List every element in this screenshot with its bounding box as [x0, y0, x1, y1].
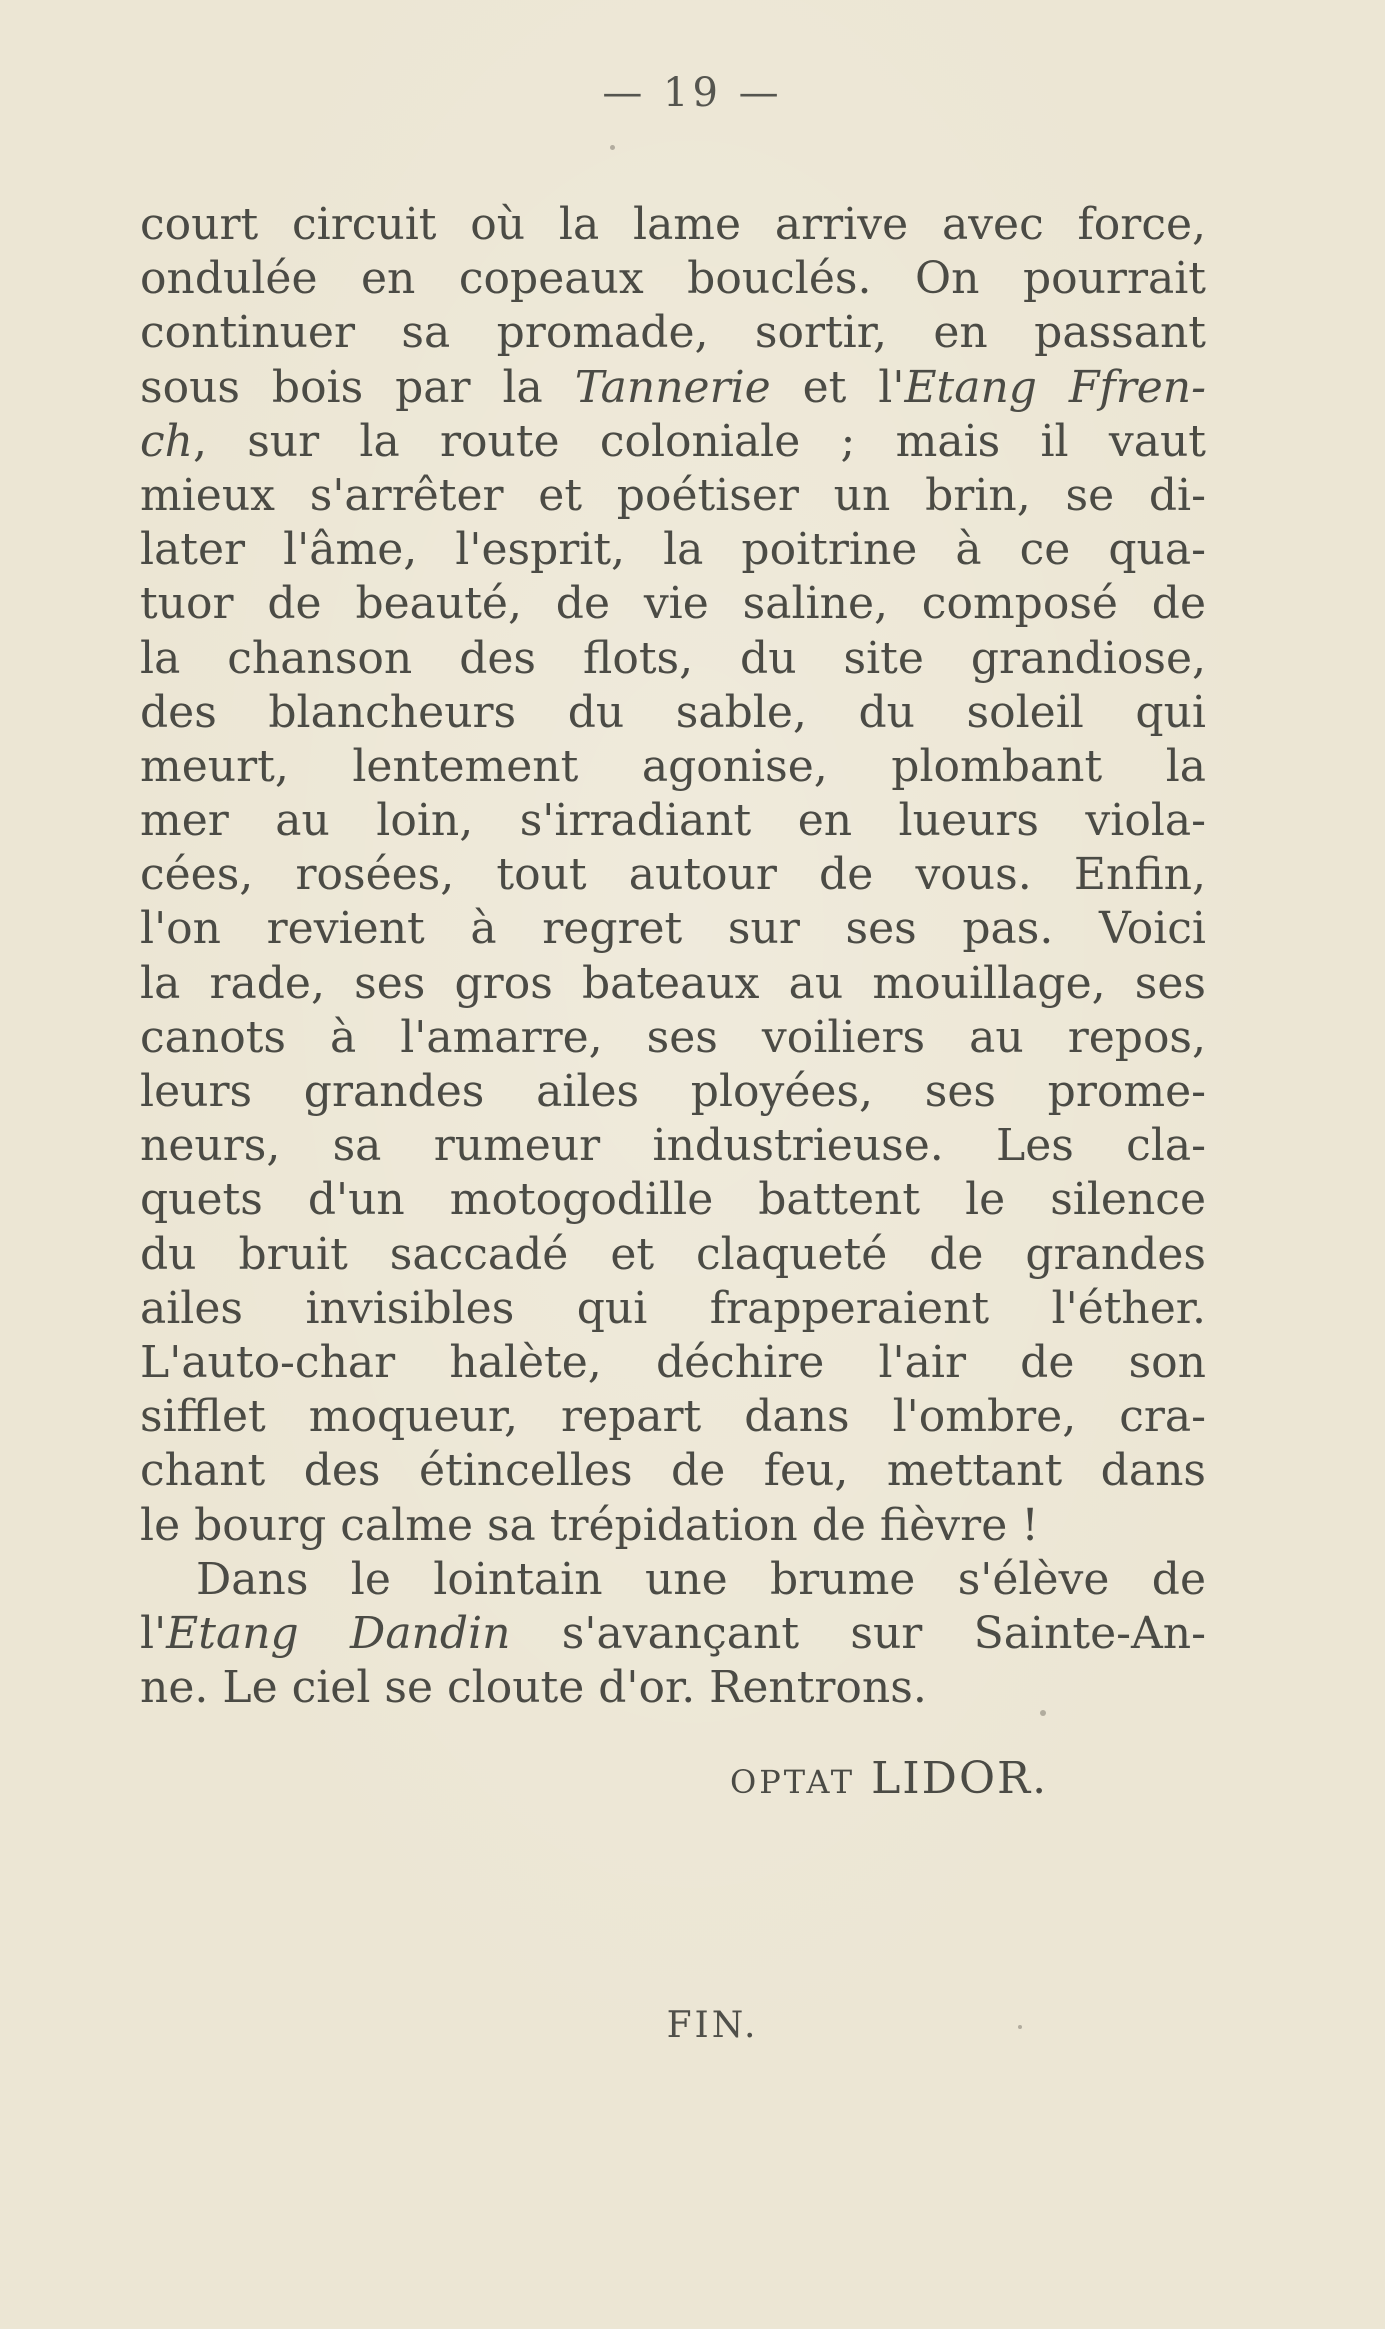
text-line: ondulée en copeaux bouclés. On pourrait — [140, 253, 1206, 305]
text-line: l'Etang Dandin s'avançant sur Sainte-An- — [140, 1607, 1206, 1659]
text-line: neurs, sa rumeur industrieuse. Les cla- — [140, 1120, 1206, 1172]
paper-speck — [610, 145, 615, 150]
text-line: court circuit où la lame arrive avec force, — [140, 199, 1206, 250]
article-text — [140, 198, 1206, 1715]
text-line-indented: Dans le lointain une brume s'élève de — [196, 1553, 1206, 1605]
place-name-italic: ch — [140, 415, 193, 467]
paper-speck — [1040, 1710, 1046, 1716]
text-line: meurt, lentement agonise, plombant la — [140, 740, 1206, 792]
text-line: l'on revient à regret sur ses pas. Voici — [140, 903, 1206, 955]
text-line: tuor de beauté, de vie saline, composé de — [140, 578, 1206, 630]
text-line: ne. Le ciel se cloute d'or. Rentrons. — [140, 1662, 927, 1714]
place-name-italic: Tannerie — [574, 361, 771, 413]
author-last-name: LIDOR. — [871, 1753, 1049, 1804]
text-line: cées, rosées, tout autour de vous. Enfin, — [140, 849, 1206, 901]
author-first-name: OPTAT — [730, 1763, 856, 1801]
page-number: — 19 — — [602, 70, 783, 116]
text-line: quets d'un motogodille battent le silence — [140, 1174, 1206, 1226]
text-line: mieux s'arrêter et poétiser un brin, se di- — [140, 469, 1206, 521]
author-signature — [730, 1753, 1048, 1804]
text-line: chant des étincelles de feu, mettant dans — [140, 1445, 1206, 1497]
text-line: la chanson des flots, du site grandiose, — [140, 632, 1206, 684]
text-line: ailes invisibles qui frapperaient l'éther. — [140, 1282, 1206, 1334]
text-line: ch, sur la route coloniale ; mais il vaut — [140, 415, 1206, 467]
text-line: mer au loin, s'irradiant en lueurs viola- — [140, 795, 1206, 847]
place-name-italic: Etang Ffren- — [904, 361, 1206, 413]
paper-speck — [1018, 2025, 1022, 2029]
end-marker: FIN. — [666, 2005, 759, 2046]
text-line: la rade, ses gros bateaux au mouillage, ses — [140, 957, 1206, 1009]
text-line: du bruit saccadé et claqueté de grandes — [140, 1228, 1206, 1280]
text-line: des blancheurs du sable, du soleil qui — [140, 686, 1206, 738]
text-line: sifflet moqueur, repart dans l'ombre, cra- — [140, 1391, 1206, 1443]
text-line: sous bois par la Tannerie et l'Etang Ffren- — [140, 361, 1206, 413]
text-line: le bourg calme sa trépidation de fièvre ! — [140, 1499, 1039, 1551]
text-line: continuer sa promade, sortir, en passant — [140, 307, 1206, 359]
text-line: leurs grandes ailes ployées, ses prome- — [140, 1066, 1206, 1117]
text-line: later l'âme, l'esprit, la poitrine à ce qua- — [140, 524, 1206, 576]
text-line: canots à l'amarre, ses voiliers au repos, — [140, 1011, 1206, 1063]
place-name-italic: Etang Dandin — [166, 1607, 511, 1659]
text-line: L'auto-char halète, déchire l'air de son — [140, 1336, 1206, 1388]
